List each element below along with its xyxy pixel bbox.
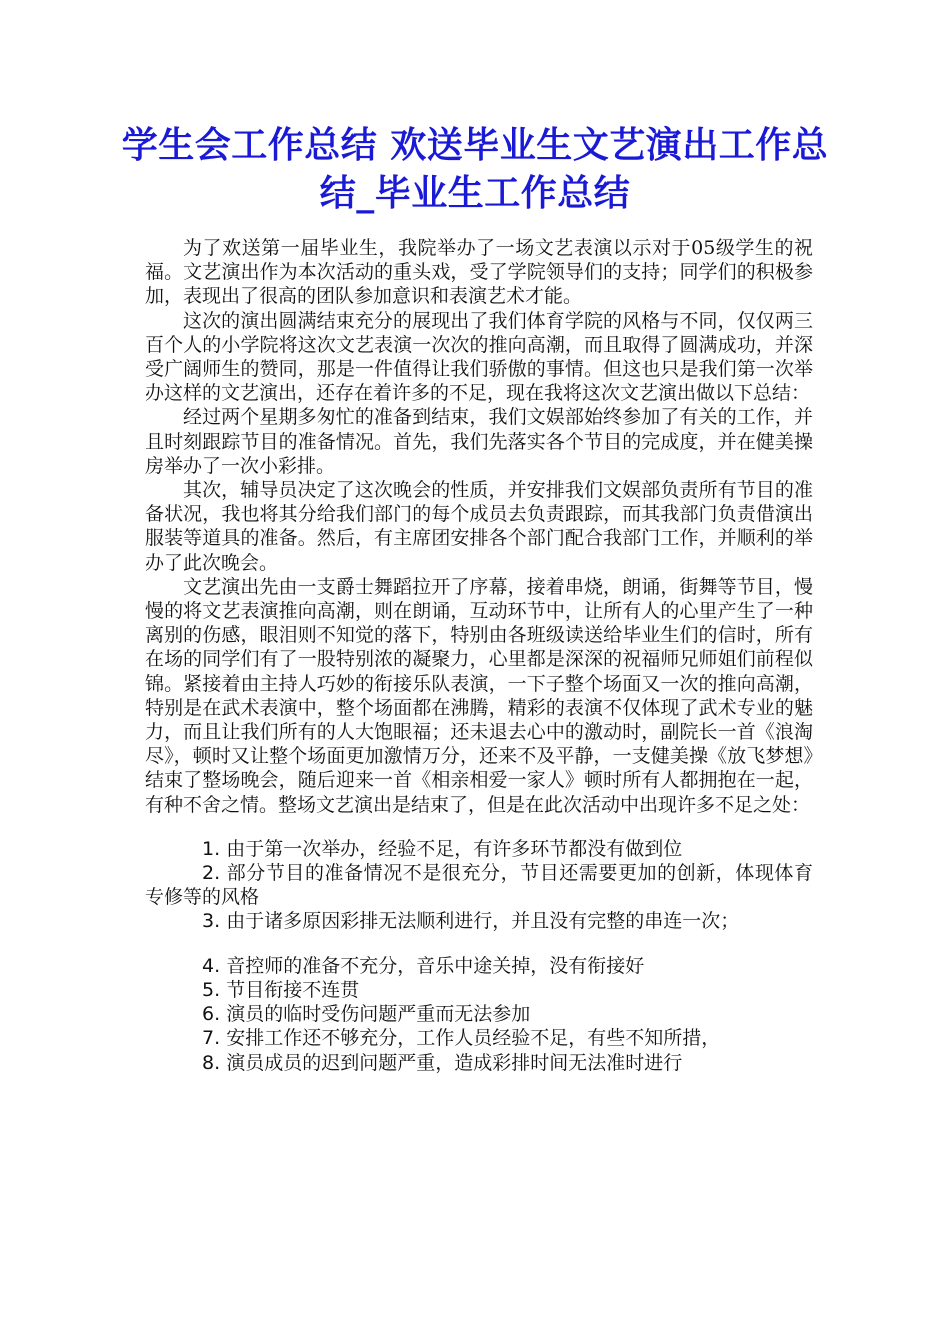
list-item-5 (145, 978, 813, 1002)
list-item-4 (145, 954, 813, 978)
list-item-number: 5. (202, 978, 221, 1001)
list-item-text: 音控师的准备不充分，音乐中途关掉，没有衔接好 (226, 954, 645, 977)
paragraph-5: 文艺演出先由一支爵士舞蹈拉开了序幕，接着串烧，朗诵，街舞等节目，慢慢的将文艺表演推向高潮，则在朗诵，互动环节中，让所有人的心里产生了一种离别的伤感，眼泪则不知觉的落下，特别由各班级读送给毕业生们的信时，所有在场的同学们有了一股特别浓的凝聚力，心里都是深深的祝福师兄师姐们前程似锦。紧接着由主持人巧妙的衔接乐队表演，一下子整个场面又一次的推向高潮，特别是在武术表演中，整个场面都在沸腾，精彩的表演不仅体现了武术专业的魅力，而且让我们所有的人大饱眼福；还未退去心中的激动时，副院长一首《浪淘尽》，顿时又让整个场面更加激情万分，还来不及平静，一支健美操《放飞梦想》结束了整场晚会，随后迎来一首《相亲相爱一家人》顿时所有人都拥抱在一起，有种不舍之情。整场文艺演出是结束了，但是在此次活动中出现许多不足之处： (145, 575, 813, 816)
paragraph-4: 其次，辅导员决定了这次晚会的性质，并安排我们文娱部负责所有节目的准备状况，我也将其分给我们部门的每个成员去负责跟踪，而其我部门负责借演出服装等道具的准备。然后，有主席团安排各个部门配合我部门工作，并顺利的举办了此次晚会。 (145, 479, 813, 574)
list-item-text: 安排工作还不够充分，工作人员经验不足，有些不知所措， (226, 1027, 721, 1050)
list-item-3 (145, 909, 813, 933)
paragraph-3: 经过两个星期多匆忙的准备到结束，我们文娱部始终参加了有关的工作，并且时刻跟踪节目的准备情况。首先，我们先落实各个节目的完成度，并在健美操房举办了一次小彩排。 (145, 406, 813, 477)
document-body (145, 236, 813, 1075)
paragraph-spacer (145, 817, 813, 837)
list-item-text: 演员成员的迟到问题严重，造成彩排时间无法准时进行 (226, 1051, 683, 1074)
list-item-text: 节目衔接不连贯 (226, 978, 360, 1001)
list-item-text: 由于诸多原因彩排无法顺利进行，并且没有完整的串连一次； (226, 910, 740, 933)
list-item-number: 4. (202, 954, 221, 977)
list-item-text: 部分节目的准备情况不是很充分，节目还需要更加的创新，体现体育专修等的风格 (145, 862, 813, 909)
list-spacer (145, 934, 813, 954)
paragraph-1: 为了欢送第一届毕业生，我院举办了一场文艺表演以示对于05级学生的祝福。文艺演出作为本次活动的重头戏，受了学院领导们的支持；同学们的积极参加，表现出了很高的团队参加意识和表演艺术才能。 (145, 237, 813, 308)
list-item-text: 由于第一次举办，经验不足，有许多环节都没有做到位 (226, 837, 683, 860)
list-item-number: 6. (202, 1003, 221, 1026)
list-item-6 (145, 1002, 813, 1026)
list-item-number: 3. (202, 910, 221, 933)
list-item-8 (145, 1051, 813, 1075)
list-item-1 (145, 837, 813, 861)
list-item-7 (145, 1026, 813, 1050)
paragraph-2: 这次的演出圆满结束充分的展现出了我们体育学院的风格与不同，仅仅两三百个人的小学院将这次文艺表演一次次的推向高潮，而且取得了圆满成功，并深受广阔师生的赞同，那是一件值得让我们骄傲的事情。但这也只是我们第一次举办这样的文艺演出，还存在着许多的不足，现在我将这次文艺演出做以下总结： (145, 309, 813, 405)
list-item-number: 8. (202, 1051, 221, 1074)
list-item-number: 7. (202, 1027, 221, 1050)
list-item-text: 演员的临时受伤问题严重而无法参加 (226, 1003, 531, 1026)
list-item-number: 2. (202, 862, 221, 885)
list-item-2 (145, 861, 813, 909)
list-item-number: 1. (202, 837, 221, 860)
document-title: 学生会工作总结 欢送毕业生文艺演出工作总结_毕业生工作总结 (121, 125, 829, 214)
